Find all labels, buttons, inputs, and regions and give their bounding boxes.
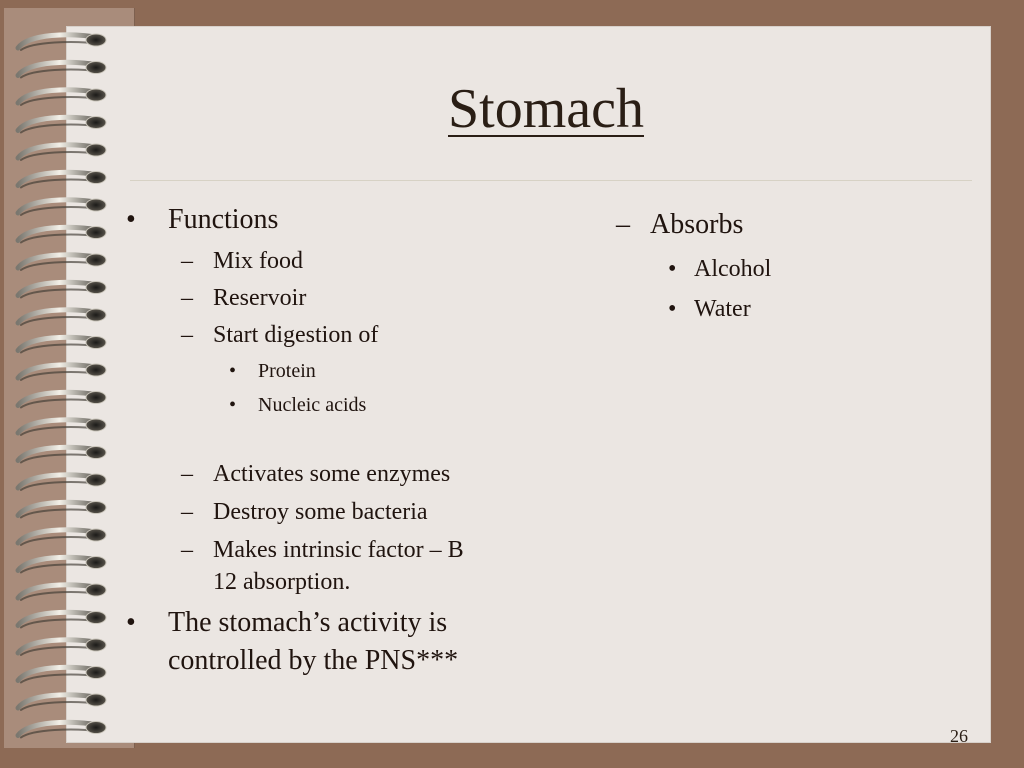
- subitem-nucleic-acids-text: Nucleic acids: [258, 394, 367, 416]
- bullet-pns-line-2: controlled by the PNS***: [168, 645, 459, 676]
- bullet-marker: •: [668, 256, 677, 282]
- item-absorbs-text: Absorbs: [650, 209, 744, 240]
- subitem-protein-text: Protein: [258, 360, 316, 382]
- item-start-digestion-text: Start digestion of: [213, 322, 379, 348]
- bullet-marker: •: [229, 360, 237, 382]
- item-destroy-bacteria-text: Destroy some bacteria: [213, 499, 428, 525]
- item-mix-food-text: Mix food: [213, 248, 303, 274]
- bullet-functions-text: Functions: [168, 204, 279, 235]
- dash-marker: –: [181, 499, 193, 525]
- page-title: Stomach: [448, 78, 644, 140]
- item-intrinsic-factor-line-2: 12 absorption.: [213, 569, 351, 595]
- subitem-water-text: Water: [694, 296, 751, 322]
- bullet-marker: •: [126, 607, 136, 638]
- page-number: 26: [950, 726, 968, 746]
- item-reservoir-text: Reservoir: [213, 285, 307, 311]
- dash-marker: –: [181, 537, 193, 563]
- bullet-marker: •: [229, 394, 237, 416]
- subitem-alcohol-text: Alcohol: [694, 256, 772, 282]
- bullet-marker: •: [668, 296, 677, 322]
- dash-marker: –: [616, 209, 630, 240]
- item-activates-enzymes-text: Activates some enzymes: [213, 461, 451, 487]
- dash-marker: –: [181, 248, 193, 274]
- dash-marker: –: [181, 322, 193, 348]
- bullet-marker: •: [126, 204, 136, 235]
- bullet-pns-line-1: The stomach’s activity is: [168, 607, 448, 638]
- dash-marker: –: [181, 461, 193, 487]
- dash-marker: –: [181, 285, 193, 311]
- item-intrinsic-factor-line-1: Makes intrinsic factor – B: [213, 537, 464, 563]
